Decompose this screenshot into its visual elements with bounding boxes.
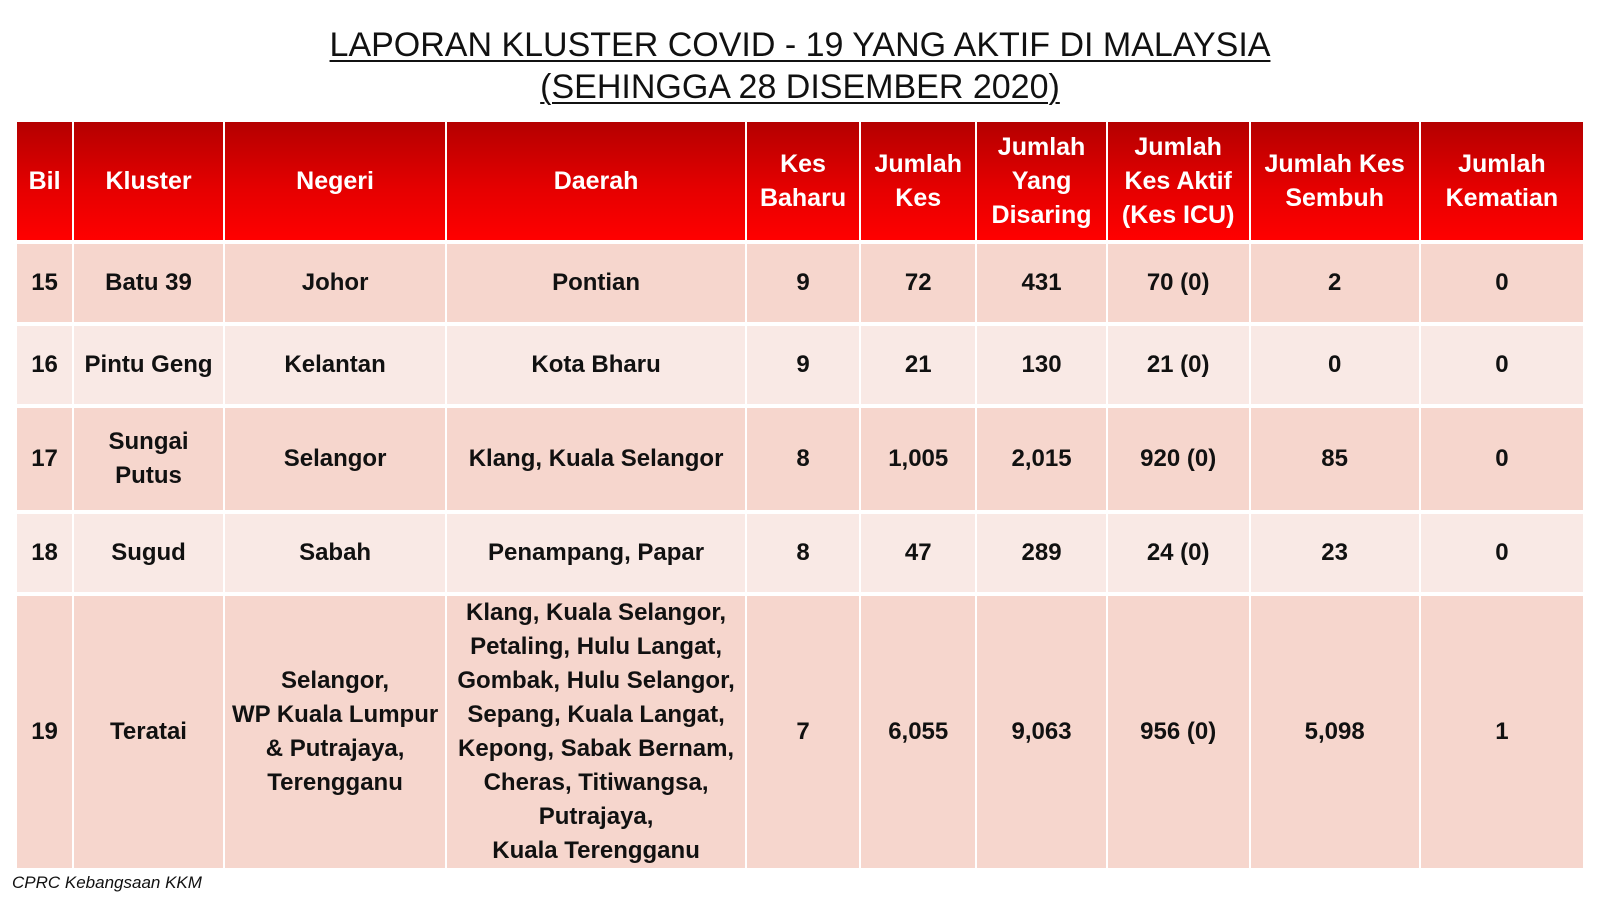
- cell-jumlah-disaring: 2,015: [976, 406, 1106, 512]
- cell-kes-baharu: 9: [746, 242, 860, 324]
- cell-kes-aktif: 920 (0): [1107, 406, 1250, 512]
- table-row: [16, 406, 1584, 512]
- cell-kematian: 0: [1420, 324, 1584, 406]
- report-title-line-1: LAPORAN KLUSTER COVID - 19 YANG AKTIF DI MALAYSIA: [329, 26, 1271, 64]
- header-jumlah-disaring: Jumlah Yang Disaring: [976, 122, 1106, 242]
- cell-bil: 18: [16, 512, 73, 594]
- cell-bil: 16: [16, 324, 73, 406]
- cell-kes-sembuh: 0: [1250, 324, 1420, 406]
- cell-jumlah-kes: 6,055: [860, 594, 976, 870]
- cell-bil: 15: [16, 242, 73, 324]
- cell-negeri: Selangor, WP Kuala Lumpur & Putrajaya, Terengganu: [224, 594, 446, 870]
- cell-negeri: Sabah: [224, 512, 446, 594]
- cell-kes-baharu: 8: [746, 406, 860, 512]
- cell-kes-baharu: 7: [746, 594, 860, 870]
- cell-kes-aktif: 24 (0): [1107, 512, 1250, 594]
- table-row: [16, 242, 1584, 324]
- source-note: CPRC Kebangsaan KKM: [12, 873, 202, 892]
- cell-kes-baharu: 9: [746, 324, 860, 406]
- table-header-row: [16, 122, 1584, 242]
- cell-bil: 17: [16, 406, 73, 512]
- cell-kematian: 0: [1420, 512, 1584, 594]
- cell-kematian: 0: [1420, 242, 1584, 324]
- cell-jumlah-disaring: 431: [976, 242, 1106, 324]
- header-daerah: Daerah: [446, 122, 746, 242]
- cell-daerah: Penampang, Papar: [446, 512, 746, 594]
- header-kes-baharu: Kes Baharu: [746, 122, 860, 242]
- cluster-table: [15, 122, 1585, 872]
- cell-daerah: Klang, Kuala Selangor: [446, 406, 746, 512]
- cell-kes-sembuh: 85: [1250, 406, 1420, 512]
- cell-kes-aktif: 70 (0): [1107, 242, 1250, 324]
- header-kematian: Jumlah Kematian: [1420, 122, 1584, 242]
- cell-daerah: Kota Bharu: [446, 324, 746, 406]
- cell-kluster: Pintu Geng: [73, 324, 224, 406]
- cell-daerah: Klang, Kuala Selangor, Petaling, Hulu Langat, Gombak, Hulu Selangor, Sepang, Kuala Langat, Kepong, Sabak Bernam, Cheras, Titiwangsa, Putrajaya, Kuala Terengganu: [446, 594, 746, 870]
- header-negeri: Negeri: [224, 122, 446, 242]
- cell-bil: 19: [16, 594, 73, 870]
- cell-kluster: Sugud: [73, 512, 224, 594]
- cell-kes-sembuh: 2: [1250, 242, 1420, 324]
- cell-kluster: Sungai Putus: [73, 406, 224, 512]
- table-row: [16, 512, 1584, 594]
- table-row: [16, 594, 1584, 870]
- header-bil: Bil: [16, 122, 73, 242]
- cell-jumlah-kes: 21: [860, 324, 976, 406]
- cell-negeri: Johor: [224, 242, 446, 324]
- report-title: [0, 24, 1600, 108]
- cell-kematian: 0: [1420, 406, 1584, 512]
- cell-negeri: Kelantan: [224, 324, 446, 406]
- header-kluster: Kluster: [73, 122, 224, 242]
- table-row: [16, 324, 1584, 406]
- cell-kes-sembuh: 5,098: [1250, 594, 1420, 870]
- cell-negeri: Selangor: [224, 406, 446, 512]
- cell-jumlah-kes: 72: [860, 242, 976, 324]
- header-jumlah-kes: Jumlah Kes: [860, 122, 976, 242]
- cell-kematian: 1: [1420, 594, 1584, 870]
- cell-jumlah-disaring: 289: [976, 512, 1106, 594]
- cell-daerah: Pontian: [446, 242, 746, 324]
- cell-kes-sembuh: 23: [1250, 512, 1420, 594]
- cell-kluster: Batu 39: [73, 242, 224, 324]
- cell-kes-baharu: 8: [746, 512, 860, 594]
- header-kes-sembuh: Jumlah Kes Sembuh: [1250, 122, 1420, 242]
- cell-kes-aktif: 956 (0): [1107, 594, 1250, 870]
- report-title-line-2: (SEHINGGA 28 DISEMBER 2020): [540, 68, 1060, 106]
- cell-jumlah-disaring: 9,063: [976, 594, 1106, 870]
- header-kes-aktif: Jumlah Kes Aktif (Kes ICU): [1107, 122, 1250, 242]
- cell-jumlah-kes: 47: [860, 512, 976, 594]
- cell-jumlah-kes: 1,005: [860, 406, 976, 512]
- cell-jumlah-disaring: 130: [976, 324, 1106, 406]
- cell-kes-aktif: 21 (0): [1107, 324, 1250, 406]
- cell-kluster: Teratai: [73, 594, 224, 870]
